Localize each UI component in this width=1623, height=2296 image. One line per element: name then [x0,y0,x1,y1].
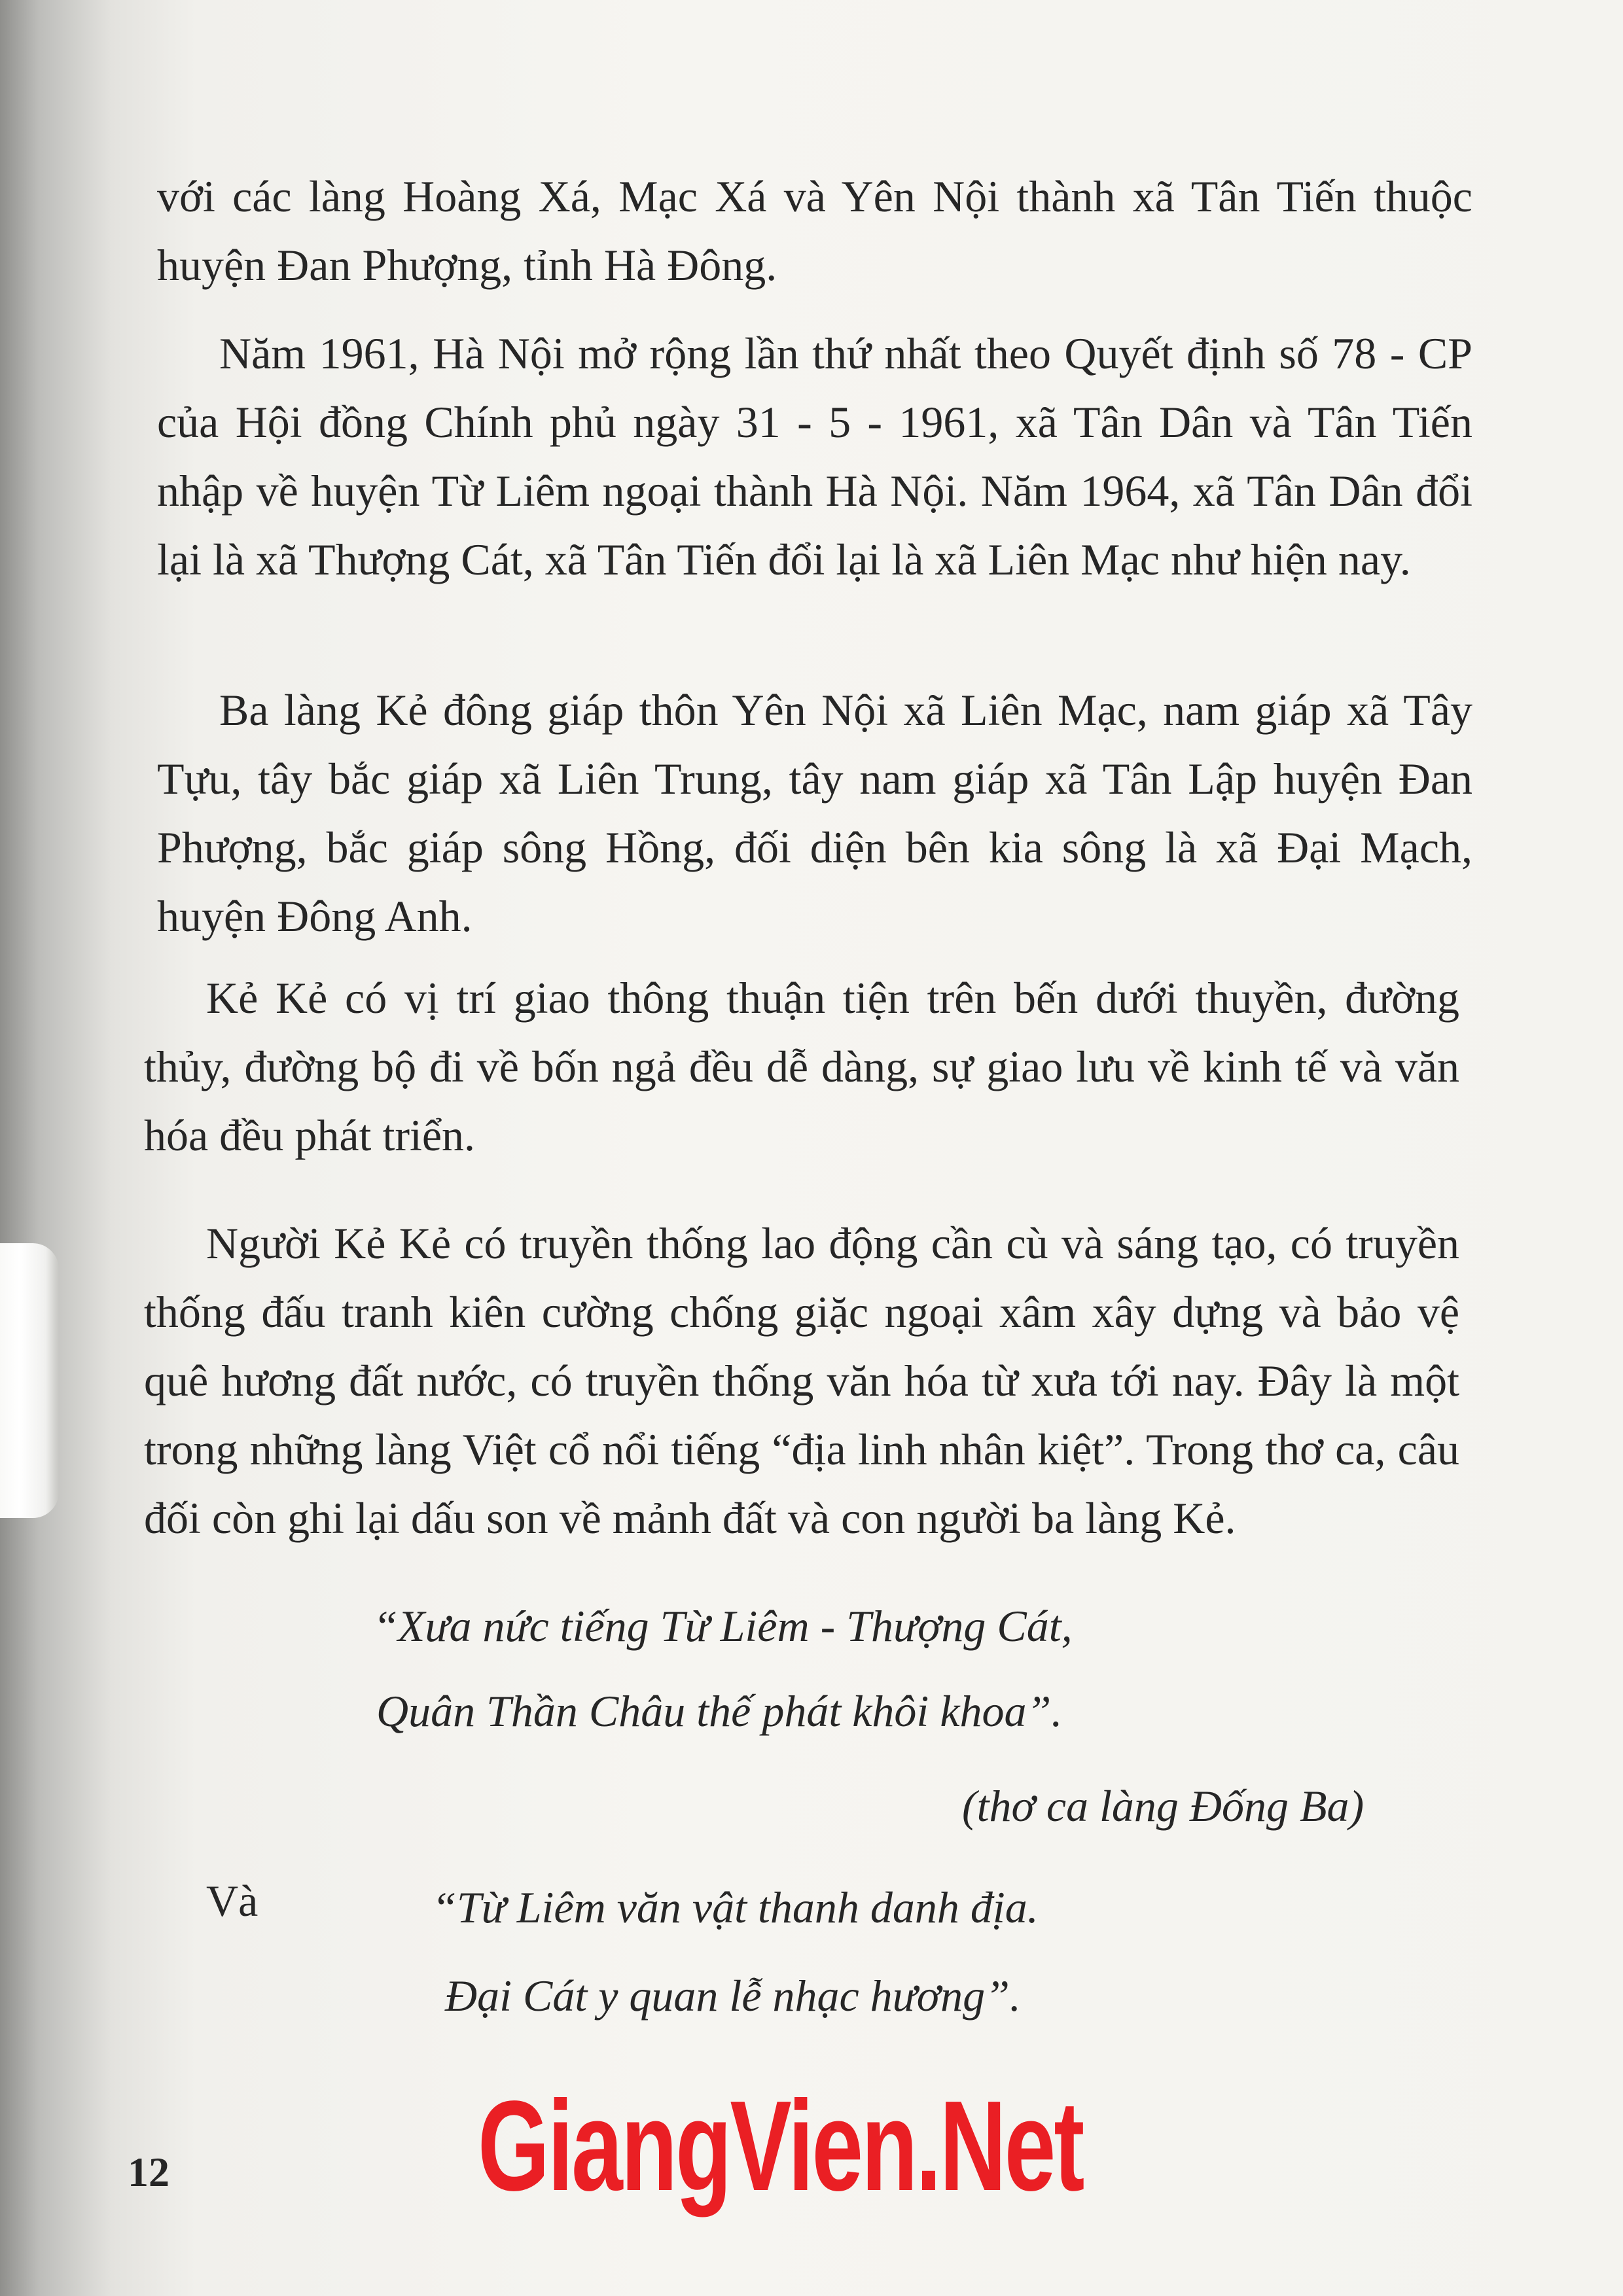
paragraph-4: Kẻ Kẻ có vị trí giao thông thuận tiện trên bến dưới thuyền, đường thủy, đường bộ đi về bốn ngả đều dễ dàng, sự giao lưu về kinh tế và văn hóa đều phát triển. [144,973,1459,1160]
verse-1-source: (thơ ca làng Đống Ba) [962,1781,1364,1831]
verse-1-line-2: Quân Thần Châu thế phát khôi khoa”. [376,1686,1063,1736]
watermark: GiangVien.Net [478,2074,1083,2217]
page-number: 12 [128,2149,169,2195]
paragraph-1: với các làng Hoàng Xá, Mạc Xá và Yên Nội thành xã Tân Tiến thuộc huyện Đan Phượng, tỉnh Hà Đông. [157,171,1472,290]
verse-2-line-1: “Từ Liêm văn vật thanh danh địa. [432,1882,1039,1932]
paragraph-2: Năm 1961, Hà Nội mở rộng lần thứ nhất theo Quyết định số 78 - CP của Hội đồng Chính phủ ngày 31 - 5 - 1961, xã Tân Dân và Tân Tiến nhập về huyện Từ Liêm ngoại thành Hà Nội. Năm 1964, xã Tân Dân đổi lại là xã Thượng Cát, xã Tân Tiến đổi lại là xã Liên Mạc như hiện nay. [157,328,1472,584]
verse-2-label: Và [206,1876,259,1926]
page-edge-shadow [0,1243,59,1518]
verse-1-line-1: “Xưa nức tiếng Từ Liêm - Thượng Cát, [373,1601,1073,1651]
verse-2-line-2: Đại Cát y quan lễ nhạc hương”. [445,1971,1021,2021]
paragraph-5: Người Kẻ Kẻ có truyền thống lao động cần cù và sáng tạo, có truyền thống đấu tranh kiên cường chống giặc ngoại xâm xây dựng và bảo vệ quê hương đất nước, có truyền thống văn hóa từ xưa tới nay. Đây là một trong những làng Việt cổ nổi tiếng “địa linh nhân kiệt”. Trong thơ ca, câu đối còn ghi lại dấu son về mảnh đất và con người ba làng Kẻ. [144,1218,1459,1543]
paragraph-3: Ba làng Kẻ đông giáp thôn Yên Nội xã Liên Mạc, nam giáp xã Tây Tựu, tây bắc giáp xã Liên Trung, tây nam giáp xã Tân Lập huyện Đan Phượng, bắc giáp sông Hồng, đối diện bên kia sông là xã Đại Mạch, huyện Đông Anh. [157,685,1472,941]
